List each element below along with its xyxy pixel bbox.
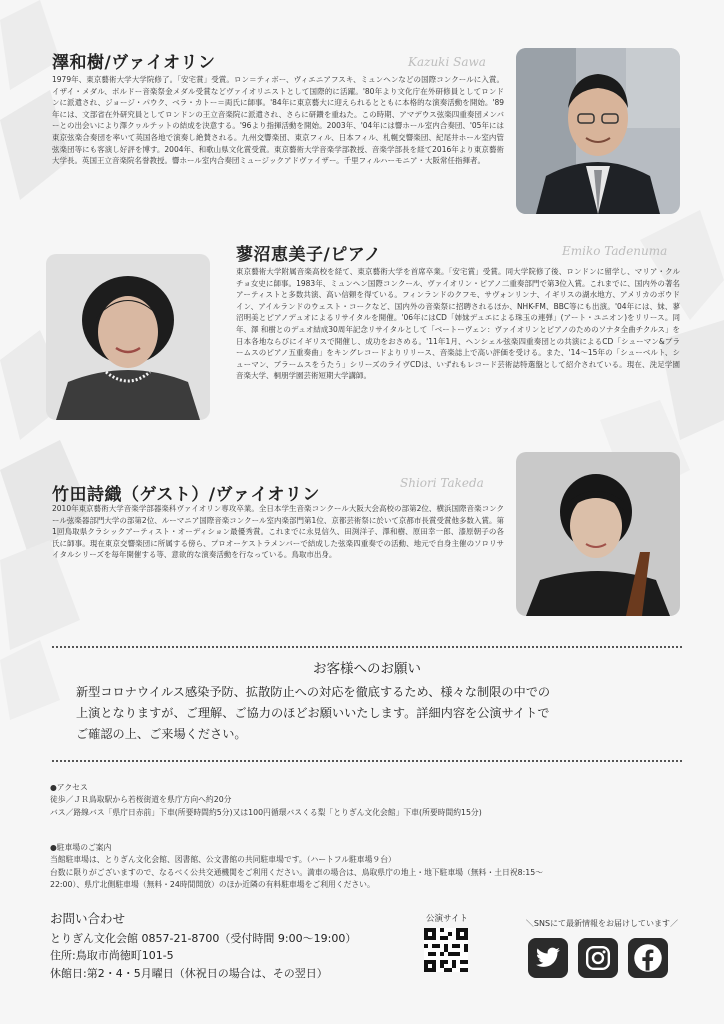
facebook-icon[interactable] — [628, 938, 668, 978]
musician-roman-sawa: Kazuki Sawa — [408, 55, 486, 69]
portrait-photo-sawa — [516, 48, 680, 214]
contact-phone: とりぎん文化会館 0857-21-8700（受付時間 9:00〜19:00） — [50, 931, 357, 945]
notice-title: お客様へのお願い — [313, 661, 421, 677]
notice-line: 新型コロナウイルス感染予防、拡散防止への対応を徹底するため、様々な制限の中での — [76, 685, 551, 699]
sns-label: ＼SNSにて最新情報をお届けしています／ — [525, 919, 679, 928]
musician-bio-tadenuma: 東京藝術大学附属音楽高校を経て、東京藝術大学を首席卒業。「安宅賞」受賞。同大学院修了後、ロンドンに留学し、マリア・クルチョ女史に師事。1983年、ミュンヘン国際コンクール、ヴァイオリン・ピアノ二重奏部門で第3位入賞。これまでに、国内外の著名アーティストと多数共演、高い信頼を得ている。フィンランドのクフモ、サヴォンリンナ、イギリスの湖水地方、アメリカのボウドイン、アイルランドのウェスト・コークなど、国内外の音楽祭に招聘されるほか、NHK-FM、BBC等にも出演。'04年には、妹、蓼沼明美とピアノデュオによるリサイタルを開催。'06年にはCD「姉妹デュエによる珠玉の連弾」(アート・ユニオン)をリリース。同年、澤 和樹とのデュオ結成30周年記念リサイタルとして「ベートーヴェン：ヴァイオリンとピアノのためのソナタ全曲チクルス」を日本各地ならびにイギリスで開催し、成功をおさめる。'11年1月、ヘンシェル弦楽四重奏団との共演によるCD「シューマン&ブラームスのピアノ五重奏曲」をキングレコードよりリリース、音楽誌上で高い評価を受ける。また、'14〜15年の「シューベルト、シューマン、ブラームスをうたう」シリーズのライヴCDは、いずれもレコード芸術誌特選盤として紹介されている。現在、洗足学園音楽大学、桐朋学園芸術短期大学講師。 — [236, 267, 680, 381]
portrait-photo-takeda — [516, 452, 680, 616]
musician-name-tadenuma: 蓼沼恵美子/ピアノ — [236, 245, 382, 265]
contact-address: 住所:鳥取市尚徳町101-5 — [50, 949, 174, 962]
musician-name-takeda: 竹田詩織（ゲスト）/ヴァイオリン — [52, 485, 320, 505]
qr-code-icon[interactable] — [424, 928, 468, 972]
parking-line: 当館駐車場は、とりぎん文化会館、図書館、公文書館の共同駐車場です。（ハートフル駐車場９台） — [50, 855, 396, 865]
notice-line: 上演となりますが、ご理解、ご協力のほどお願いいたします。詳細内容を公演サイトで — [76, 706, 550, 720]
access-heading: ●アクセス — [50, 783, 88, 792]
parking-heading: ●駐車場のご案内 — [50, 843, 112, 852]
musician-roman-tadenuma: Emiko Tadenuma — [562, 244, 668, 258]
instagram-icon[interactable] — [578, 938, 618, 978]
musician-bio-takeda: 2010年東京藝術大学音楽学部器楽科ヴァイオリン専攻卒業。全日本学生音楽コンクール大阪大会高校の部第2位、横浜国際音楽コンクール弦楽器部門大学の部第2位、ルーマニア国際音楽コンクール室内楽部門第1位、京都芸術祭に於いて京都市長賞受賞他多数入賞。第1回鳥取県クラシックアーティスト・オーディション最優秀賞。これまでに永見信久、田渕洋子、澤和樹、原田幸一郎、漆原朝子の各氏に師事。現在東京交響楽団に所属する傍ら、プロオーケストラメンバーで結成した弦楽四重奏での活動、地元で自身主催のソロリサイタルシリーズを毎年開催する等、意欲的な演奏活動を行なっている。鳥取市出身。 — [52, 504, 504, 560]
access-section — [50, 782, 482, 819]
notice-line: ご確認の上、ご来場ください。 — [76, 727, 247, 741]
divider-top — [52, 646, 682, 648]
musician-name-sawa: 澤和樹/ヴァイオリン — [52, 53, 216, 73]
musician-roman-takeda: Shiori Takeda — [400, 476, 484, 490]
parking-section — [50, 842, 543, 892]
twitter-icon[interactable] — [528, 938, 568, 978]
contact-closed-days: 休館日:第2・4・5月曜日（休祝日の場合は、その翌日） — [50, 966, 328, 980]
contact-section — [50, 910, 356, 982]
parking-line: 22:00）、県庁北側駐車場（無料・24時間開放）のほか近隣の有料駐車場をご利用ください。 — [50, 880, 375, 890]
contact-heading: お問い合わせ — [50, 911, 126, 926]
access-line: バス／路線バス「県庁日赤前」下車(所要時間約5分)又は100円循環バスくる梨「とりぎん文化会館」下車(所要時間約15分) — [50, 807, 482, 817]
site-label: 公演サイト — [426, 914, 468, 924]
parking-line: 台数に限りがございますので、なるべく公共交通機関をご利用ください。満車の場合は、鳥取県庁の地上・地下駐車場（無料・土日祝8:15〜 — [50, 867, 543, 877]
divider-bottom — [52, 760, 682, 762]
musician-bio-sawa: 1979年、東京藝術大学大学院修了。「安宅賞」受賞。ロン＝ティボー、ヴィエニアフスキ、ミュンヘンなどの国際コンクールに入賞。イザイ・メダル、ボルドー音楽祭金メダル受賞などヴァイオリニストとして国際的に活躍。'80年より文化庁在外研修員としてロンドンに派遣され、ジョージ・パウク、ベラ・カトー＝両氏に師事。'84年に東京藝大に迎えられるとともに本格的な演奏活動を開始。'89年には、文部省在外研究員としてロンドンの王立音楽院に派遣され、さらに研鑽を重ねた。この時期、アマデウス弦楽四重奏団メンバーとの出会いにより澤クヮルテットの結成を決意する。'96より指揮活動を開始。2003年、'04年には響ホール室内合奏団、'05年には東京弦楽合奏団を率いて英国各地で演奏し絶賛される。九州交響楽団、東京フィル、日本フィル、札幌交響楽団、紀尾井ホール室内管弦楽団等にも客演し好評を博す。2004年、和歌山県文化賞受賞。東京藝術大学音楽学部教授、音楽学部長を経て2016年より東京藝術大学長。英国王立音楽院名誉教授。響ホール室内合奏団ミュージックアドヴァイザー。千里フィルハーモニア・大阪常任指揮者。 — [52, 75, 504, 166]
notice-body — [76, 682, 676, 745]
access-line: 徒歩／ＪＲ鳥取駅から若桜街道を県庁方向へ約20分 — [50, 795, 232, 805]
portrait-photo-tadenuma — [46, 254, 210, 420]
